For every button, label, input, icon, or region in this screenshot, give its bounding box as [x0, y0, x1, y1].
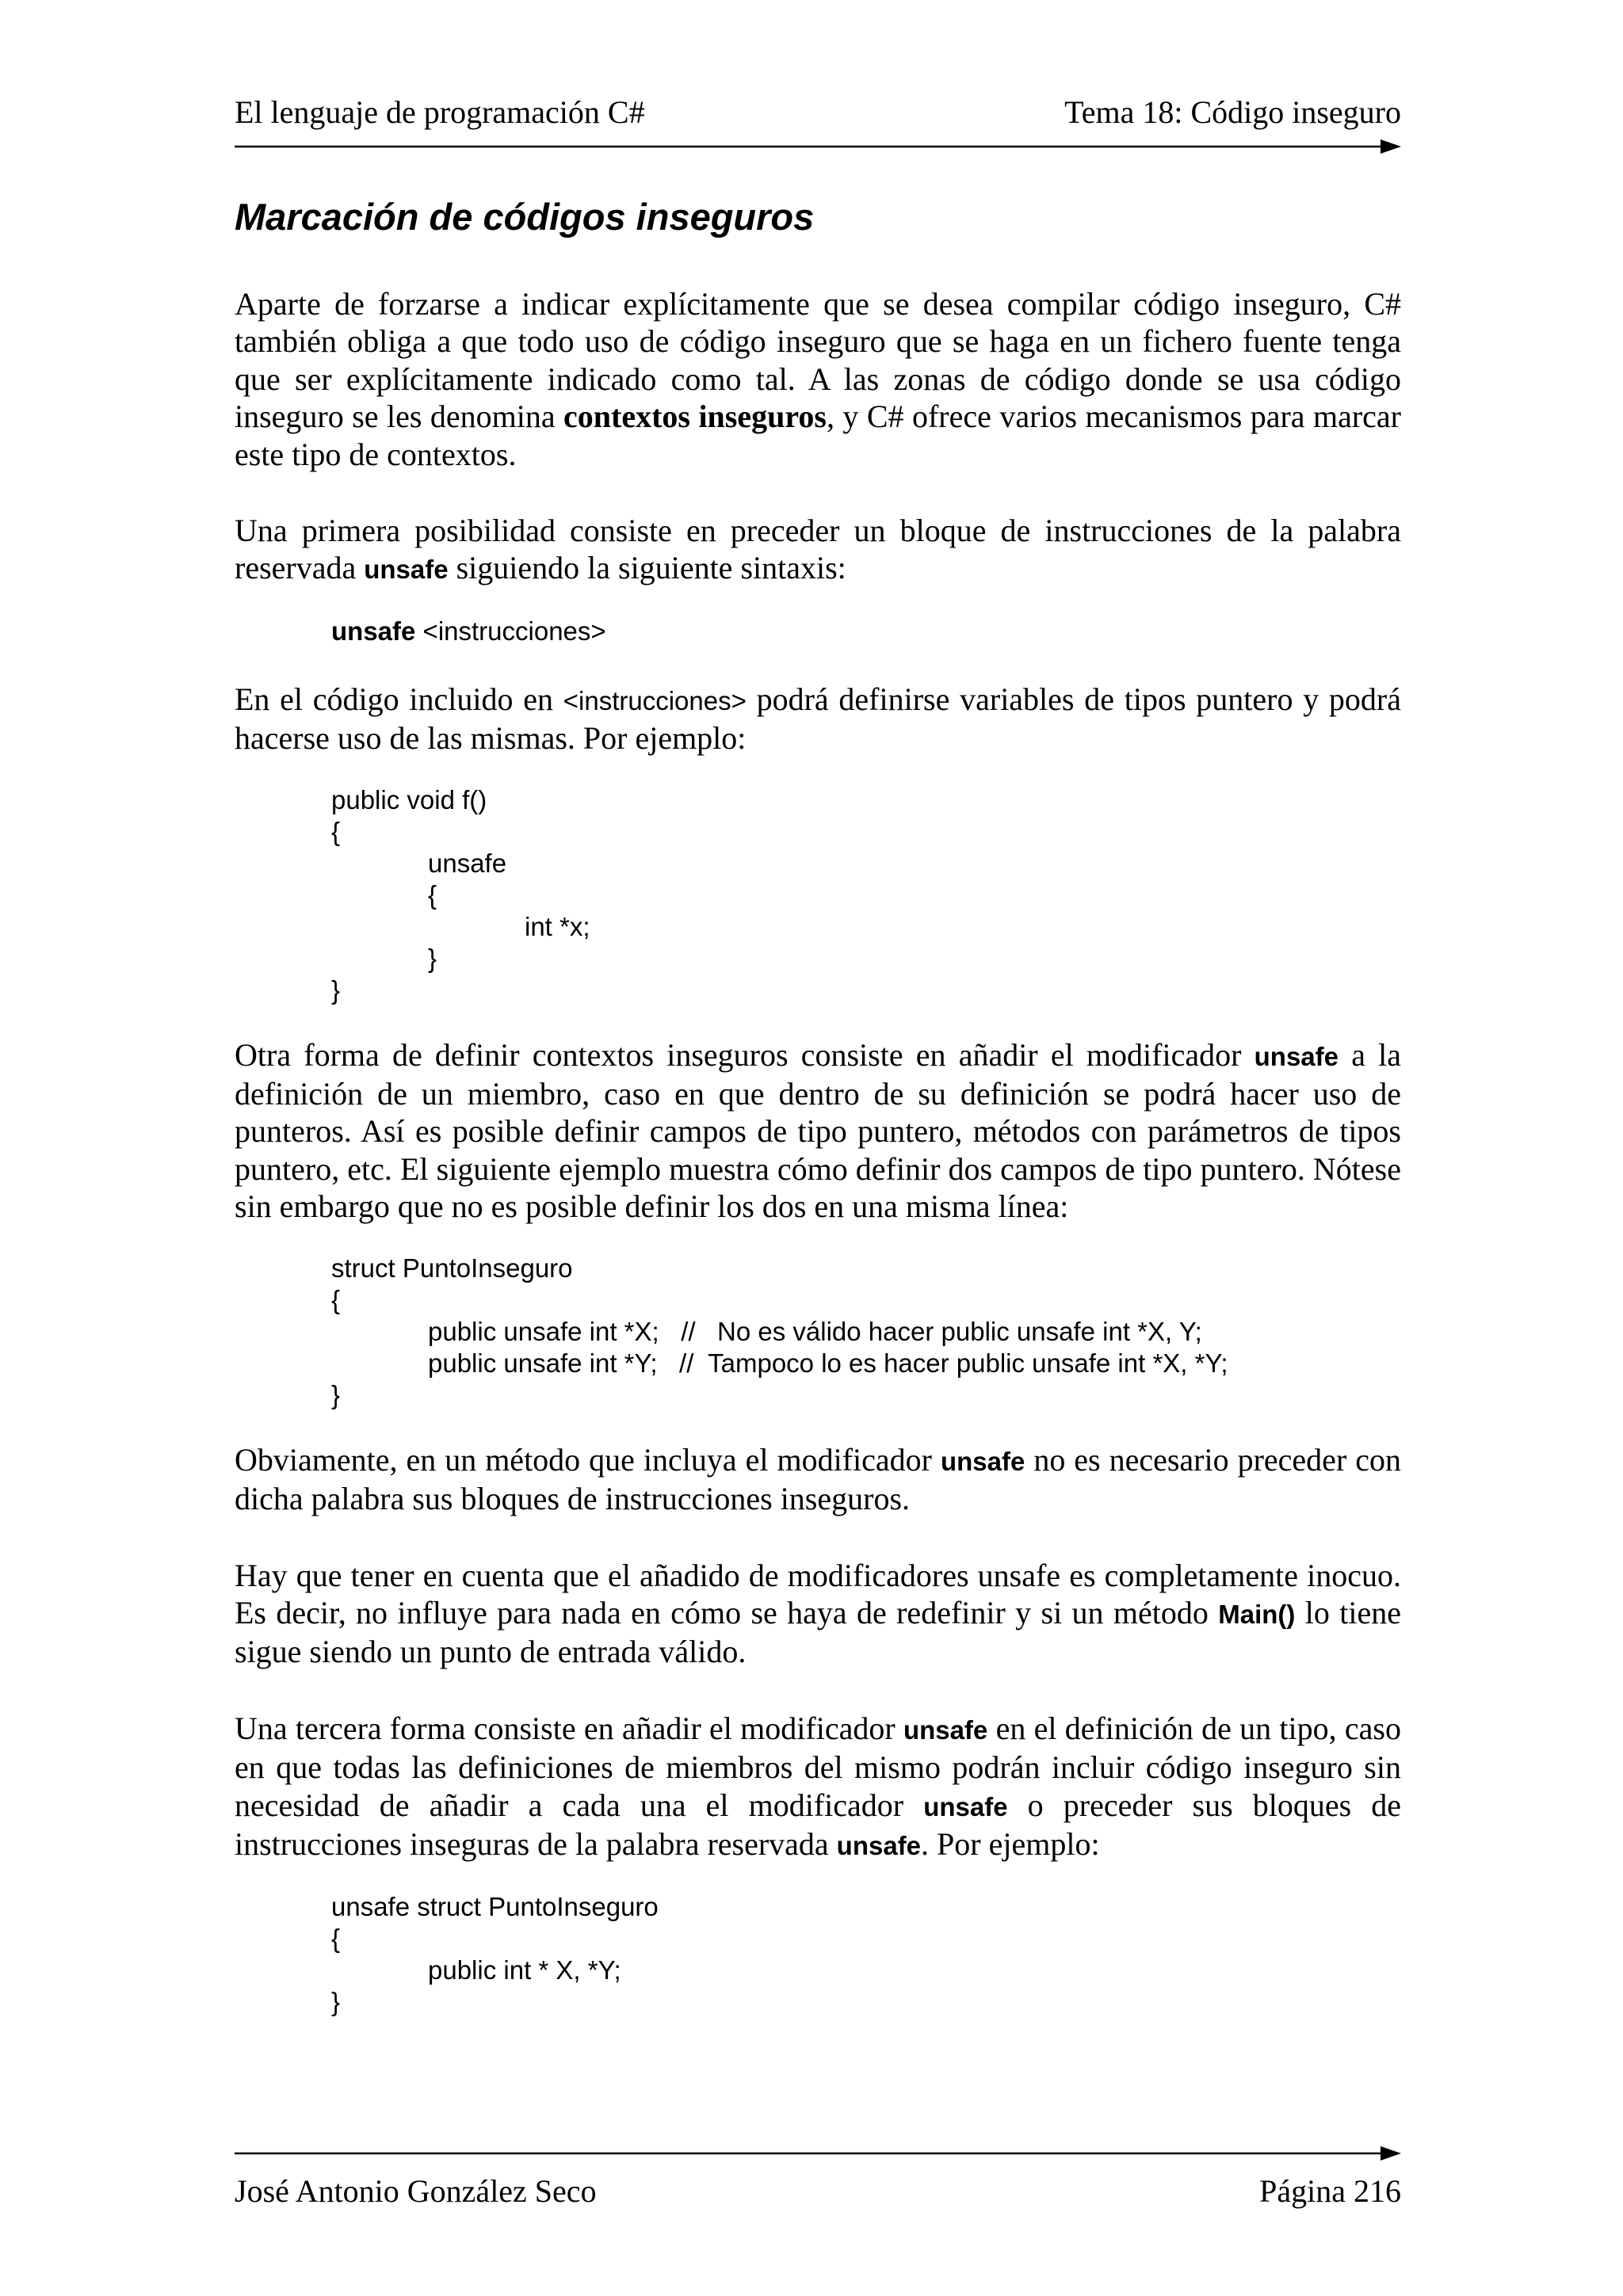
- paragraph-7-text-d: . Por ejemplo:: [921, 1825, 1100, 1862]
- paragraph-4-text-a: Otra forma de definir contextos inseguros consiste en añadir el modificador: [235, 1036, 1254, 1073]
- code-example-1: [235, 784, 1401, 1006]
- paragraph-7-text-c: o preceder sus bloques de instrucciones inseguras de la palabra reservada: [235, 1787, 1402, 1862]
- code-line: public int * X, *Y;: [428, 1955, 621, 1985]
- footer-author: José Antonio González Seco: [235, 2173, 597, 2209]
- code-line: {: [331, 1924, 341, 1954]
- keyword-unsafe: unsafe: [903, 1714, 988, 1745]
- paragraph-2: [235, 512, 1401, 589]
- keyword-unsafe: unsafe: [923, 1791, 1008, 1821]
- code-line: struct PuntoInseguro: [331, 1253, 573, 1283]
- paragraph-2-text-b: siguiendo la siguiente sintaxis:: [448, 550, 846, 586]
- header-book-title: El lenguaje de programación C#: [235, 94, 645, 130]
- code-line: }: [331, 974, 341, 1005]
- keyword-unsafe: unsafe: [940, 1446, 1025, 1476]
- paragraph-1: [235, 285, 1401, 473]
- code-example-2: [235, 1253, 1401, 1411]
- keyword-unsafe: unsafe: [364, 555, 449, 585]
- paragraph-1-text-b: , y C# ofrece varios mecanismos para marcar este tipo de contextos.: [235, 399, 1401, 472]
- paragraph-6: [235, 1557, 1401, 1671]
- code-line: }: [331, 1987, 341, 2017]
- code-line: }: [331, 1379, 341, 1409]
- syntax-keyword: unsafe: [331, 616, 416, 646]
- footer-arrow-rule: [235, 2143, 1401, 2164]
- code-line: {: [331, 816, 341, 846]
- page-content: [235, 193, 1401, 2018]
- code-line: {: [428, 879, 437, 910]
- code-line: }: [428, 943, 437, 973]
- paragraph-7-text-a: Una tercera forma consiste en añadir el modificador: [235, 1710, 903, 1746]
- paragraph-4: [235, 1036, 1401, 1226]
- keyword-unsafe: unsafe: [1254, 1041, 1338, 1071]
- code-line: unsafe: [428, 848, 507, 878]
- header-chapter-title: Tema 18: Código inseguro: [1064, 94, 1401, 130]
- code-line: public void f(): [331, 784, 487, 814]
- code-line: int *x;: [525, 911, 590, 941]
- code-example-3: [235, 1891, 1401, 2018]
- page-footer: [235, 2174, 1401, 2209]
- paragraph-5-text-b: no es necesario preceder con dicha palabra sus bloques de instrucciones inseguros.: [235, 1441, 1401, 1517]
- paragraph-3: [235, 681, 1401, 757]
- syntax-block: [235, 616, 1401, 647]
- paragraph-1-text-a: Aparte de forzarse a indicar explícitamente que se desea compilar código inseguro, C# también obliga a que todo uso de código inseguro que se haga en un fichero fuente tenga que ser explícitamente indicado como tal. A las zonas de código donde se usa código inseguro se les denomina: [235, 286, 1401, 435]
- section-title: Marcación de códigos inseguros: [235, 196, 815, 238]
- header-arrow-rule: [235, 136, 1401, 157]
- paragraph-3-text-b: podrá definirse variables de tipos puntero y podrá hacerse uso de las mismas. Por ejemplo:: [235, 681, 1402, 757]
- page-header: [235, 94, 1401, 130]
- footer-page-number: Página 216: [1259, 2173, 1401, 2209]
- code-line: public unsafe int *Y; // Tampoco lo es hacer public unsafe int *X, *Y;: [428, 1348, 1228, 1378]
- paragraph-7: [235, 1710, 1401, 1865]
- code-line: public unsafe int *X; // No es válido hacer public unsafe int *X, Y;: [428, 1316, 1202, 1346]
- keyword-unsafe: unsafe: [836, 1830, 922, 1860]
- code-line: {: [331, 1284, 341, 1314]
- paragraph-3-text-a: En el código incluido en: [235, 681, 563, 717]
- keyword-main: Main(): [1218, 1599, 1296, 1629]
- paragraph-6-text-a: Hay que tener en cuenta que el añadido de modificadores unsafe es completamente inocuo. Es decir, no influye para nada en cómo se haya de redefinir y si un método: [235, 1557, 1401, 1630]
- keyword-instrucciones: <instrucciones>: [563, 685, 747, 715]
- paragraph-4-text-b: a la definición de un miembro, caso en que dentro de su definición se podrá hacer uso de punteros. Así es posible definir campos de tipo puntero, métodos con parámetros de tipos puntero, etc. El siguiente ejemplo muestra cómo definir dos campos de tipo puntero. Nótese sin embargo que no es posible definir los dos en una misma línea:: [235, 1036, 1402, 1225]
- term-contextos-inseguros: contextos inseguros: [563, 399, 827, 435]
- syntax-placeholder: <instrucciones>: [415, 616, 606, 646]
- paragraph-6-text-b: lo tiene sigue siendo un punto de entrada válido.: [235, 1594, 1401, 1670]
- paragraph-7-text-b: en el definición de un tipo, caso en que todas las definiciones de miembros del mismo podrán incluir código inseguro sin necesidad de añadir a cada una el modificador: [235, 1710, 1401, 1823]
- code-line: unsafe struct PuntoInseguro: [331, 1892, 659, 1922]
- paragraph-5: [235, 1441, 1401, 1518]
- paragraph-2-text-a: Una primera posibilidad consiste en preceder un bloque de instrucciones de la palabra reservada: [235, 513, 1401, 586]
- paragraph-5-text-a: Obviamente, en un método que incluya el modificador: [235, 1441, 941, 1478]
